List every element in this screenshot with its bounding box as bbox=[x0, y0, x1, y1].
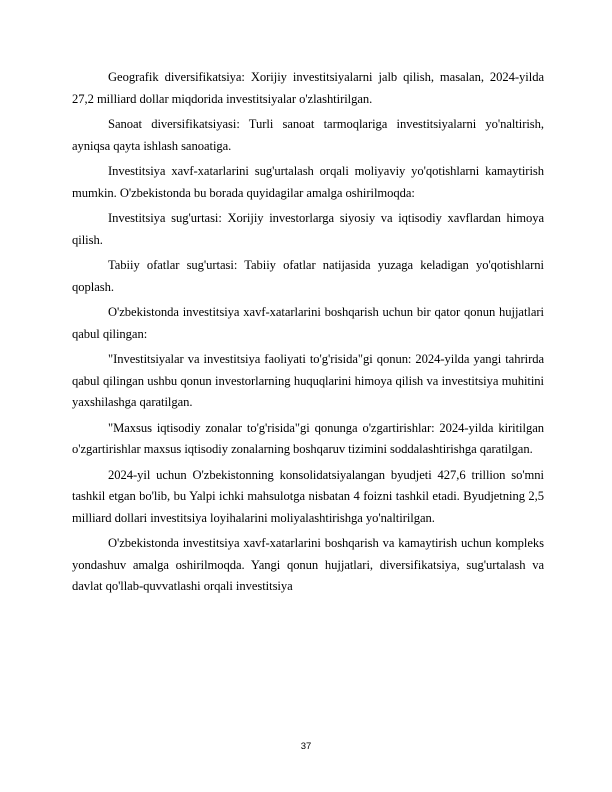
document-body bbox=[72, 67, 544, 602]
paragraph-legal-acts-intro: O'zbekistonda investitsiya xavf-xatarlarini boshqarish uchun bir qator qonun hujjatlari qabul qilingan: bbox=[72, 305, 544, 341]
paragraph-investment-law: "Investitsiyalar va investitsiya faoliyati to'g'risida"gi qonun: 2024-yilda yangi tahrirda qabul qilingan ushbu qonun investorlarning huquqlarini himoya qilish va investitsiya muhitini yaxshilashga qaratilgan. bbox=[72, 352, 544, 409]
page-number: 37 bbox=[300, 741, 312, 752]
paragraph-investment-insurance: Investitsiya sug'urtasi: Xorijiy investorlarga siyosiy va iqtisodiy xavflardan himoya qilish. bbox=[72, 211, 544, 247]
paragraph-geographic-diversification: Geografik diversifikatsiya: Xorijiy investitsiyalarni jalb qilish, masalan, 2024-yilda 27,2 milliard dollar miqdorida investitsiyalar o'zlashtirilgan. bbox=[72, 70, 544, 106]
paragraph-economic-zones-law: "Maxsus iqtisodiy zonalar to'g'risida"gi qonunga o'zgartirishlar: 2024-yilda kiritilgan o'zgartirishlar maxsus iqtisodiy zonalarning boshqaruv tizimini soddalashtirishga qaratilgan. bbox=[72, 420, 544, 456]
paragraph-budget: 2024-yil uchun O'zbekistonning konsolidatsiyalangan byudjeti 427,6 trillion so'mni tashkil etgan bo'lib, bu Yalpi ichki mahsulotga nisbatan 4 foizni tashkil etadi. Byudjetning 2,5 milliard dollari investitsiya loyihalarini moliyalashtirishga yo'naltirilgan. bbox=[72, 467, 544, 525]
paragraph-industry-diversification: Sanoat diversifikatsiyasi: Turli sanoat tarmoqlariga investitsiyalarni yo'naltirish, ayniqsa qayta ishlash sanoatiga. bbox=[72, 117, 544, 153]
paragraph-complex-approach: O'zbekistonda investitsiya xavf-xatarlarini boshqarish va kamaytirish uchun kompleks yondashuv amalga oshirilmoqda. Yangi qonun hujjatlari, diversifikatsiya, sug'urtalash va davlat qo'llab-quvvatlashi orqali investitsiya bbox=[72, 536, 544, 593]
paragraph-disaster-insurance: Tabiiy ofatlar sug'urtasi: Tabiiy ofatlar natijasida yuzaga keladigan yo'qotishlarni qoplash. bbox=[72, 258, 544, 294]
paragraph-risk-insurance: Investitsiya xavf-xatarlarini sug'urtalash orqali moliyaviy yo'qotishlarni kamaytirish mumkin. O'zbekistonda bu borada quyidagilar amalga oshirilmoqda: bbox=[72, 164, 544, 200]
